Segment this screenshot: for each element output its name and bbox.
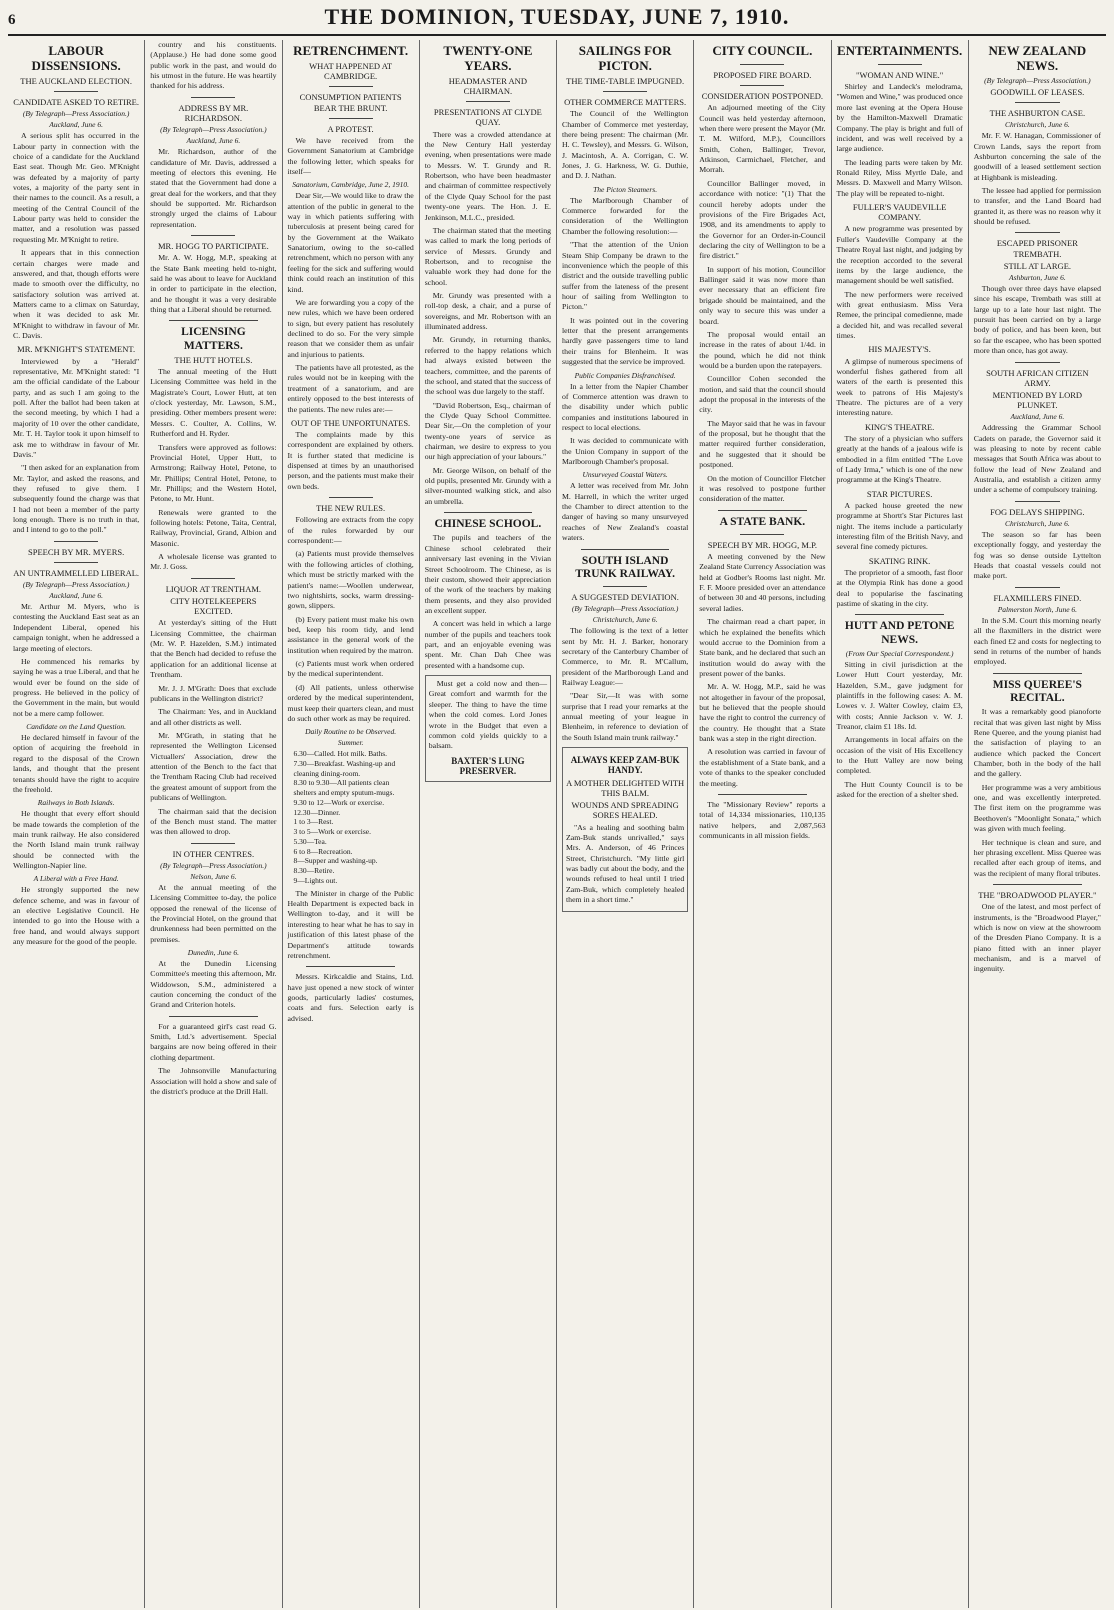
subheading: THE TIME-TABLE IMPUGNED. [566,75,685,86]
paragraph: On the motion of Councillor Fletcher it was resolved to postpone further consideration of the matter. [699,473,826,504]
subheading: A Liberal with a Free Hand. [33,874,119,884]
paragraph: "David Robertson, Esq., chairman of the Clyde Quay School Committee. Dear Sir,—On the completion of your twenty-one years of service as chairman, we desire to express to you our high appreciation of your labours." [424,400,551,462]
paragraph: (b) Every patient must make his own bed, keep his room tidy, and lend assistance in the general work of the institution when required by the matron. [287,614,414,655]
paragraph: It was a remarkably good pianoforte recital that was given last night by Miss Rene Queree, and the young pianist had the satisfaction of playing to an audience which packed the Concert Chamber, both in the body of the hall and the gallery. [973,707,1101,779]
paragraph: It appears that in this connection certain charges were made and answered, and that, though efforts were made to smooth over the difficulty, no satisfactory solution was arrived at. Matters came to a climax on Saturday, when it was decided to ask Mr. M'Knight to withdraw in favour of Mr. C. Davis. [13,248,140,341]
divider [740,534,784,535]
paragraph: Sitting in civil jurisdiction at the Lower Hutt Court yesterday, Mr. Hazelden, S.M., gave judgment for plaintiffs in the following cases: A. M. Lowes v. J. Walter Cowley, claim £3, with costs; Annie Jackson v. W. J. Treanor, claim £1 18s. Id. [836,659,963,731]
divider [581,549,669,550]
byline: (By Telegraph—Press Association.) [22,580,130,590]
paragraph: Renewals were granted to the following hotels: Petone, Taita, Central, Railway, Provincial, Grand, Albion and Masonic. [150,507,277,548]
paragraph: Mr. Grundy, in returning thanks, referred to the happy relations which had always existed between the teachers, committee, and the parents of the school, and stated that the success of the school was due largely to the staff. [424,335,551,397]
divider [191,578,235,579]
subheading: SKATING RINK. [868,555,931,566]
subheading: MENTIONED BY LORD PLUNKET. [992,389,1083,411]
columns [8,40,1106,1608]
paragraph: He commenced his remarks by saying he was a true Liberal, and that he would ever be found on the side of progress. He believed in the policy of the Government in the main, but would not be a mere camp follower. [13,656,140,718]
divider [718,794,806,795]
divider [191,843,235,844]
divider [993,884,1082,885]
subheading: "WOMAN AND WINE." [855,69,944,80]
headline: CHINESE SCHOOL. [434,518,542,531]
divider [740,85,784,86]
byline: (By Telegraph—Press Association.) [160,125,267,135]
paragraph: A glimpse of numerous specimens of wonderful fishes gathered from all waters of the earth is presented this week to patrons of His Majesty's Theatre. The pictures are of a very interesting nature. [836,356,963,418]
advertisement-text: "As a healing and soothing balm Zam-Buk stands unrivalled," says Mrs. A. Anderson, of 46 Princes Street, Christchurch. "My little girl was badly cut about the body, and the wounds refused to heal until I tried Zam-Buk, which completely healed them in a short time." [566,822,685,905]
paragraph: Councillor Cohen seconded the motion, and said that the council should adopt the proposal in the interests of the city. [699,374,826,415]
divider [603,91,647,92]
subheading: Daily Routine to be Observed. [305,727,397,737]
paragraph: Addressing the Grammar School Cadets on parade, the Governor said it was pleasing to note by recent cable messages that South Africa was about to follow the lead of New Zealand and Australia, and establish a citizen army under a scheme of compulsory training. [973,423,1101,495]
dateline: Ashburton, June 6. [1009,273,1066,283]
routine-list [294,749,414,886]
paragraph: A new programme was presented by Fuller's Vaudeville Company at the Theatre Royal last night, and judging by the reception accorded to the several items by the large audience, the management should be well satisfied. [836,224,963,286]
list-item: 9—Lights out. [293,875,338,885]
paragraph: It was decided to communicate with the Union Company in support of the Marlborough Chamber's proposal. [562,436,689,467]
paragraph: A concert was held in which a large number of the pupils and teachers took part, and an enjoyable evening was spent. Mr. Chan Dah Chee was presented with a handsome cup. [424,619,551,670]
column-1 [8,40,145,1608]
subheading: SOUTH AFRICAN CITIZEN ARMY. [986,367,1089,388]
divider [329,118,373,119]
dateline: Auckland, June 6. [49,591,103,601]
paragraph: In the S.M. Court this morning nearly all the flaxmillers in the district were each fined £2 and costs for neglecting to send in returns of the number of hands employed. [973,616,1101,667]
paragraph: Dear Sir,—We would like to draw the attention of the public in general to the way in which patients suffering with tuberculosis at present being cared for by the Government at the Waikato Sanatorium, owing to the so-called retrenchment, which no person with any feeling for the sick and suffering would think could reach an institution of this kind. [287,191,414,294]
paragraph: A letter was received from Mr. John M. Harrell, in which the writer urged the Chamber to direct attention to the danger of having so many unsurveyed reaches of New Zealand's coastal waters. [562,481,689,543]
column-6 [694,40,831,1608]
paragraph: We have received from the Government Sanatorium at Cambridge the following letter, which speaks for itself— [287,135,414,176]
divider [54,541,98,542]
divider [169,1016,257,1017]
subheading: THE HUTT HOTELS. [174,354,253,365]
paragraph: A serious split has occurred in the Labour party in connection with the choice of a candidate for the Auckland East seat. Though Mr. Geo. M'Knight was defeated by a majority of party votes, a majority of the party sent in their names to the council. As a result, a meeting of the Central Council of the Labour party was held to consider the matter, and a resolution was passed requesting Mr. M'Knight to retire. [13,131,140,244]
advertisement: The Johnsonville Manufacturing Association will hold a show and sale of the district's produce at the Drill Hall. [150,1066,277,1096]
subheading: CITY HOTELKEEPERS EXCITED. [170,596,257,617]
paragraph: The Council of the Wellington Chamber of Commerce met yesterday, there being present: The chairman (Mr. H. C. Tewsley), and Messrs. G. Wilson, J. Macintosh, A. A. Corrigan, C. W. Jones, J. G. Harkness, W. G. Duthie, and D. J. Nathan. [562,109,689,181]
paragraph: The chairman read a chart paper, in which he explained the benefits which would accrue to the Dominion from a State bank, and he declared that such an institution would do away with the present power of the banks. [699,617,826,678]
paragraph: Mr. Richardson, author of the candidature of Mr. Davis, addressed a meeting of electors this evening. He stated that the Government had done a great deal for the workers, and that they should be supported. Mr. Richardson strongly urged the claims of Labour representation. [150,147,277,229]
headline: HUTT AND PETONE NEWS. [844,620,955,646]
subheading: HIS MAJESTY'S. [868,344,931,355]
dateline: Auckland, June 6. [49,120,103,130]
paragraph: Mr. M'Grath, in stating that he represented the Wellington Licensed Victuallers' Association, drew the attention of the Bench to the fact that the Trentham Racing Club had received the greatest amount of support from the publicans of Wellington. [150,731,277,803]
subheading: Railways in Both Islands. [37,798,115,808]
list-item: 1 to 3—Rest. [293,817,334,827]
subheading: SPEECH BY MR. MYERS. [27,546,125,557]
dateline: Christchurch, June 6. [1005,519,1070,529]
column-7 [832,40,969,1608]
subheading: CANDIDATE ASKED TO RETIRE. [13,97,140,108]
paragraph: The pupils and teachers of the Chinese school celebrated their anniversary last evening in the Vivian Street Schoolroom. The Chinese, as is their custom, showed their appreciation of the work of the teachers by making them presents, and they also provided an excellent supper. [424,533,551,615]
paragraph: The patients have all protested, as the rules would not be in keeping with the treatment of a sanatorium, and are entirely opposed to the best interests of the patients. The new rules are:— [287,363,414,414]
paragraph: A wholesale license was granted to Mr. J. Goss. [150,552,277,572]
subheading: HEADMASTER AND CHAIRMAN. [448,75,527,97]
paragraph: It was pointed out in the covering letter that the present arrangements hardly gave passengers time to land their trains for Blenheim. It was suggested that the service be improved. [562,315,689,367]
paragraph: Her programme was a very ambitious one, and was excellently interpreted. The first item on the programme was Beethoven's "Moonlight Sonata," which was given with much feeling. [973,782,1101,834]
paragraph: Mr. Arthur M. Myers, who is contesting the Auckland East seat as an Independent Liberal, opened his campaign tonight, when he addressed a large meeting of electors. [13,602,140,653]
advertisement: For a guaranteed girl's cast read G. Smith, Ltd.'s advertisement. Special bargains are now being offered in their clothing department. [150,1021,277,1062]
paragraph: At the Dunedin Licensing Committee's meeting this afternoon, Mr. Widdowson, S.M., administered a caution concerning the conduct of the Grand and Criterion hotels. [150,958,277,1010]
dateline: Auckland, June 6. [186,136,241,146]
dateline: Dunedin, June 6. [187,947,239,957]
subheading: LIQUOR AT TRENTHAM. [165,583,262,594]
headline: A STATE BANK. [719,515,806,528]
paragraph: The chairman stated that the meeting was called to mark the long periods of service of Messrs. Grundy and Robertson, and to recognise the valuable work they had done for the school. [424,225,551,287]
byline: (By Telegraph—Press Association.) [22,109,130,119]
advertisement [562,747,688,912]
paragraph: Mr. A. W. Hogg, M.P., said he was not altogether in favour of the proposal, but he believed that the people should have the right to control the currency of the country. He thought that a State bank was a step in the right direction. [699,682,826,744]
headline: NEW ZEALAND NEWS. [988,43,1087,73]
subheading: CONSIDERATION POSTPONED. [701,91,824,102]
divider [1015,102,1060,103]
divider [444,512,532,513]
dateline: Christchurch, June 6. [1005,120,1070,130]
divider [1015,232,1060,233]
paragraph: The proposal would entail an increase in the rates of about 1/4d. in the pound, which he did not think would be a burden upon the ratepayers. [699,329,826,370]
subheading: AN UNTRAMMELLED LIBERAL. [13,567,140,578]
paragraph: There was a crowded attendance at the New Century Hall yesterday evening, when presentations were made to Messrs. W. T. Grundy and R. Robertson, who have been headmaster and chairman of committee respectively of the Clyde Quay School for the past twenty-one years. The Hon. J. E. Jenkinson, M.L.C., presided. [424,129,551,222]
subheading: FULLER'S VAUDEVILLE COMPANY. [852,202,947,223]
paragraph: We are forwarding you a copy of the new rules, which we have been ordered to sign, but every patient has resolutely declined to do so. For the very simple reason that we consider them as unfair and injurious to patients. [287,297,414,359]
headline: CITY COUNCIL. [712,43,813,58]
paragraph: The Minister in charge of the Public Health Department is expected back in Wellington to-day, and it will be interesting to hear what he has to say in justification of this latest phase of the Department's attitude towards retrenchment. [287,888,414,960]
subheading: IN OTHER CENTRES. [172,848,255,859]
paragraph: Mr. F. W. Hanagan, Commissioner of Crown Lands, says the report from Ashburton concerning the sale of the goodwill of a leased settlement section at Highbank is misleading. [973,131,1101,182]
paragraph: (c) Patients must work when ordered by the medical superintendent. [287,659,414,679]
byline: (By Telegraph—Press Association.) [571,604,679,614]
divider [329,497,373,498]
subheading: A PROTEST. [327,123,374,134]
paragraph: He thought that every effort should be made towards the completion of the main trunk railway. He also considered the North Island main trunk railway should be connected with the Wellington-Napier line. [13,809,140,871]
subheading: Candidate on the Land Question. [26,722,127,732]
subheading: PRESENTATIONS AT CLYDE QUAY. [433,107,542,128]
list-item: 5.30—Tea. [293,836,327,846]
column-5 [557,40,694,1608]
paragraph: The Hutt County Council is to be asked for the erection of a shelter shed. [836,779,963,800]
paragraph: A resolution was carried in favour of the establishment of a State bank, and a vote of thanks to the speaker concluded the meeting. [699,747,826,788]
paragraph: The chairman said that the decision of the Bench must stand. The matter was then allowed to drop. [150,806,277,837]
paragraph: The "Missionary Review" reports a total of 14,334 missionaries, 110,135 native helpers, and 2,087,563 communicants in all mission fields. [699,799,826,840]
paragraph: The story of a physician who suffers greatly at the hands of a jealous wife is embodied in a film entitled "The Love of Lady Irma," which is one of the new programme at the King's Theatre. [836,433,963,485]
subheading: Public Companies Disfranchised. [574,370,676,380]
paragraph: Arrangements in local affairs on the occasion of the visit of His Excellency to the Hutt Valley are now being completed. [836,735,963,776]
paragraph: In a letter from the Napier Chamber of Commerce attention was drawn to the disability under which public companies and institutions laboured in respect to local elections. [562,381,689,432]
paragraph: Mr. J. J. M'Grath: Does that exclude publicans in the Wellington district? [150,683,277,703]
headline: ENTERTAINMENTS. [836,43,963,58]
paragraph: Though over three days have elapsed since his escape, Trembath was still at large up to a late hour last night. The pursuit has been carried on by a large body of police, and has been keen, but so far the escapee, who has been spotted more than once, has got away. [973,284,1101,356]
subheading: WOUNDS AND SPREADING SORES HEALED. [571,800,679,821]
paragraph: The complaints made by this correspondent are explained by others. It is further stated that medicine is dispensed at times by an unauthorised person, and the patients must make their own beds. [287,430,414,491]
paragraph: An adjourned meeting of the City Council was held yesterday afternoon, when there were present the Mayor (Mr. T. M. Wilford, M.P.), Councillors Smith, Cohen, Ballinger, Trevor, Atkinson, Carmichael, Fletcher, and Morrah. [699,103,826,175]
headline: LICENSING MATTERS. [181,326,246,352]
page-number: 6 [8,12,16,28]
subheading: WHAT HAPPENED AT CAMBRIDGE. [309,60,393,82]
divider [191,97,235,98]
byline: (By Telegraph—Press Association.) [984,75,1091,85]
paragraph: The following is the text of a letter sent by Mr. H. J. Barker, honorary secretary of the Canterbury Chamber of Commerce, to Mr. R. M'Callum, president of the Marlborough Land and Railway League:— [562,626,689,687]
paragraph: Mr. George Wilson, on behalf of the old pupils, presented Mr. Grundy with a silver-mounted walking stick, and also an umbrella. [424,465,551,506]
divider [603,586,647,587]
subheading: ADDRESS BY MR. RICHARDSON. [178,102,249,123]
paragraph: "Dear Sir,—It was with some surprise that I read your remarks at the annual meeting of your league in Blenheim, in reference to deviation of the South Island main trunk railway." [562,691,689,742]
list-item: 8—Supper and washing-up. [293,856,378,866]
paragraph: At yesterday's sitting of the Hutt Licensing Committee, the chairman (Mr. W. P. Hazelden, S.M.) intimated that the Bench had decided to refuse the application for an additional license at Trentham. [150,618,277,680]
subheading: MR. HOGG TO PARTICIPATE. [158,241,269,252]
subheading: PROPOSED FIRE BOARD. [713,69,812,80]
paragraph: A meeting convened by the New Zealand State Currency Association was held at Godber's Rooms last night. Mr. F. F. Moore presided over an attendance of between 30 and 40 persons, including several ladies. [699,552,826,613]
paragraph: He strongly supported the new defence scheme, and was in favour of an elective Legislative Council. He intended to go into the House with a free hand, and would always support any measure for the good of the people. [13,885,140,947]
paragraph: country and his constituents. (Applause.) He had done some good public work in the past, and would do his utmost in the future. He was heartily thanked for his address. [150,40,277,91]
list-item: 9.30 to 12—Work or exercise. [293,797,385,807]
subheading: SPEECH BY MR. HOGG, M.P. [707,539,817,550]
divider [306,966,394,967]
subheading: KING'S THEATRE. [864,421,935,432]
divider [329,86,373,87]
paragraph: At the annual meeting of the Licensing Committee to-day, the police opposed the renewal of the license of the Provincial Hotel, on the ground that drunkenness had been permitted on the premises. [150,882,277,944]
byline: (By Telegraph—Press Association.) [160,860,267,870]
divider [54,562,98,563]
subheading: The Picton Steamers. [593,184,658,194]
subheading: THE ASHBURTON CASE. [989,108,1086,119]
subheading: CONSUMPTION PATIENTS BEAR THE BRUNT. [299,92,402,113]
headline: SOUTH ISLAND TRUNK RAILWAY. [575,554,675,580]
headline: RETRENCHMENT. [293,43,409,58]
masthead [8,0,1106,36]
dateline: Auckland, June 6. [1010,412,1065,422]
paragraph: Following are extracts from the copy of the rules forwarded by our correspondent:— [287,515,414,546]
column-2 [145,40,282,1608]
paragraph: Mr. A. W. Hogg, M.P., speaking at the State Bank meeting held to-night, said he was about to leave for Auckland in order to participate in the election, and he thought it was a very desirable thing that a Liberal should be returned. [150,253,277,315]
list-item: 6.30—Called. Hot milk. Baths. [293,749,388,759]
divider [878,64,922,65]
list-item: 8.30 to 9.30—All patients clean shelters and empty sputum-mugs. [293,778,395,798]
paragraph: (a) Patients must provide themselves with the following articles of clothing, which must be strictly marked with the patient's name:—Woollen underwear, two nightshirts, socks, warm dressing-gown, slippers. [287,549,414,611]
subheading: STAR PICTURES. [866,488,933,499]
divider [191,235,235,236]
subheading: A MOTHER DELIGHTED WITH THIS BALM. [566,777,685,798]
paragraph: The Chairman: Yes, and in Auckland and all other districts as well. [150,707,277,727]
advertisement-title: ALWAYS KEEP ZAM-BUK HANDY. [570,755,680,776]
headline: SAILINGS FOR PICTON. [578,43,672,73]
divider [993,673,1082,674]
paragraph: Transfers were approved as follows: Provincial Hotel, Upper Hutt, to Armstrong; Railway Hotel, Petone, to Mr. Phillips; Central Hotel, Petone, to Mr. Phillips; and the Western Hotel, Petone, to Mr. Hunt. [150,442,277,504]
divider [855,614,943,615]
subheading: FOG DELAYS SHIPPING. [990,506,1085,517]
divider [1015,362,1060,363]
advertisement [425,675,551,782]
divider [1015,587,1060,588]
list-item: 3 to 5—Work or exercise. [293,827,371,837]
divider [169,320,257,321]
paragraph: The Mayor said that he was in favour of the proposal, but he thought that the matter required further consideration, and he suggested that it should be postponed. [699,418,826,470]
paragraph: One of the latest, and most perfect of instruments, is the "Broadwood Player," which is now on view at the showroom of the Dresden Piano Company. It is a piano fitted with an inner player mechanism, and is a marvel of ingenuity. [973,902,1101,974]
paragraph: Her technique is clean and sure, and her phrasing excellent. Miss Queree was recalled after each group of items, and was the recipient of many floral tributes. [973,837,1101,878]
divider [54,91,98,92]
paragraph: The season so far has been exceptionally foggy, and yesterday the fog was so dense outside Lyttelton Heads that coastal vessels could not make port. [973,530,1101,581]
advertisement: Messrs. Kirkcaldie and Stains, Ltd. have just opened a new stock of winter goods, particularly ladies' costumes, coats and furs. Selection early is advised. [287,972,414,1023]
paragraph: Interviewed by a "Herald" representative, Mr. M'Knight stated: "I am the official candidate of the Labour party, and as such I am going to the poll. After the ballot had been taken at the second meeting, by which I had a majority of 10 over the other candidate, Mr. T. H. Taylor took it upon himself to ask me to withdraw in favour of Mr. Davis." [13,356,140,459]
paragraph: "I then asked for an explanation from Mr. Taylor, and asked the reasons, and they refused to give them. I subsequently found the charge was that I had not been a member of the party long enough. There is no truth in that, and I intend to go to the poll." [13,463,140,535]
paragraph: "That the attention of the Union Steam Ship Company be drawn to the inconvenience which the people of this district and the outside travelling public suffer from the lateness of the present hour of sailing from Wellington to Picton." [562,240,689,312]
list-item: 6 to 8—Recreation. [293,846,353,856]
divider [466,101,510,102]
dateline: Christchurch, June 6. [592,615,658,625]
dateline: Nelson, June 6. [190,871,237,881]
paragraph: Shirley and Landeck's melodrama, "Women and Wine," was produced once more last evening at the Opera House by the Hamilton-Maxwell Dramatic Company. The play is bright and full of incident, and was well received by a large audience. [836,82,963,154]
dateline: Palmerston North, June 6. [997,605,1078,614]
headline: TWENTY-ONE YEARS. [443,43,533,73]
paragraph: The Marlborough Chamber of Commerce forwarded for the consideration of the Wellington Chamber the following resolution:— [562,195,689,236]
paragraph: He declared himself in favour of the option of acquiring the freehold in regard to the disposal of the Crown lands, and thought that the present tenants should have the right to acquire the freehold. [13,733,140,794]
paragraph: Mr. Grundy was presented with a roll-top desk, a chair, and a purse of sovereigns, and Mr. Robertson with an illuminated address. [424,291,551,332]
subheading: THE NEW RULES. [316,503,386,514]
dateline: Sanatorium, Cambridge, June 2, 1910. [292,180,409,190]
divider [718,510,806,511]
subheading: MR. M'KNIGHT'S STATEMENT. [17,344,136,355]
divider [1015,501,1060,502]
subheading: THE "BROADWOOD PLAYER." [978,889,1097,900]
advertisement-title: BAXTER'S LUNG PRESERVER. [451,755,525,776]
subheading: Summer. [337,738,364,748]
headline: LABOUR DISSENSIONS. [31,43,121,73]
paragraph: Councillor Ballinger moved, in accordance with notice: "(1) That the council hereby adopts under the provisions of the Fire Brigades Act, 1908, and its amendments to apply to the Governor for an Order-in-Council declaring the city of Wellington to be a fire district." [699,178,826,261]
subheading: A SUGGESTED DEVIATION. [571,591,679,602]
paragraph: The annual meeting of the Hutt Licensing Committee was held in the Magistrate's Court, Lower Hutt, at ten o'clock yesterday, Mr. Lawson, S.M., presiding. Other members present were: Messrs. C. Coulter, A. Collins, W. Rutherford and H. Ryder. [150,367,277,439]
column-4 [420,40,557,1608]
subheading: ESCAPED PRISONER TREMBATH. [996,238,1078,259]
list-item: 7.30—Breakfast. Washing-up and cleaning dining-room. [293,758,396,778]
column-8 [969,40,1106,1608]
subheading: STILL AT LARGE. [1003,260,1072,271]
paragraph: The leading parts were taken by Mr. Ronald Riley, Miss Myrtle Dale, and Messrs. D. Maxwell and Marry Wilson. The play will be repeated to-night. [836,157,963,198]
subheading: OTHER COMMERCE MATTERS. [564,97,687,108]
divider [740,64,784,65]
subheading: FLAXMILLERS FINED. [993,592,1082,603]
subheading: GOODWILL OF LEASES. [990,86,1085,97]
column-3 [283,40,420,1608]
subheading: OUT OF THE UNFORTUNATES. [291,417,411,428]
paragraph: The new performers were received with great enthusiasm. Miss Vera Remee, the principal comedienne, made a decided hit, and was recalled several times. [836,289,963,341]
paragraph: The lessee had applied for permission to transfer, and the Land Board had granted it, as there was no reason why it should be refused. [973,186,1101,227]
paragraph: In support of his motion, Councillor Ballinger said it was now more than ever necessary that an efficient fire brigade should be maintained, and the only way to secure this was under a board. [699,264,826,326]
paragraph: A packed house greeted the new programme at Shortt's Star Pictures last night. The items include a particularly interesting film of the British Navy, and several fine comedy pictures. [836,500,963,552]
subheading: THE AUCKLAND ELECTION. [20,75,132,86]
paragraph: The proprietor of a smooth, fast floor at the Olympia Rink has done a good deal to popularise the fascinating pastime of skating in the city. [836,567,963,608]
newspaper-title: THE DOMINION, TUESDAY, JUNE 7, 1910. [324,4,790,29]
byline: (From Our Special Correspondent.) [845,648,954,658]
list-item: 12.30—Dinner. [293,807,341,817]
list-item: 8.30—Retire. [293,866,335,876]
paragraph: (d) All patients, unless otherwise ordered by the medical superintendent, must keep their quarters clean, and must do such other work as may be required. [287,682,414,723]
subheading: Unsurveyed Coastal Waters. [582,470,668,480]
headline: MISS QUEREE'S RECITAL. [992,678,1082,705]
advertisement-text: Must get a cold now and then—Great comfort and warmth for the sleeper. The thing to have the time when the cold comes. Lord Jones wrote in the Budget that even a common cold yields quickly to a balsam. [428,679,547,751]
